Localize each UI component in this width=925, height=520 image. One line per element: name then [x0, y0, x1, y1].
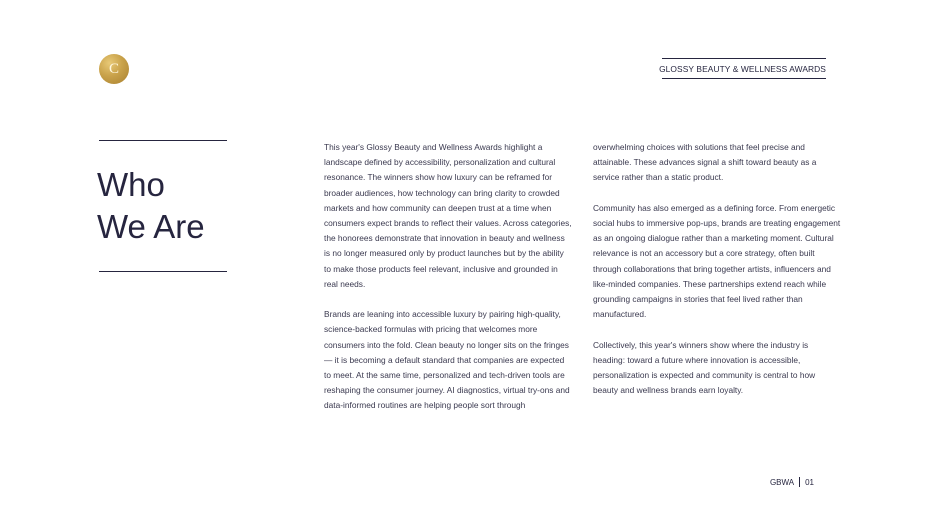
page-title-line1: Who	[97, 166, 165, 203]
brand-logo	[99, 54, 129, 84]
page-number: 01	[805, 477, 814, 487]
page-footer	[770, 477, 814, 487]
body-column-1	[324, 140, 572, 429]
header-title: GLOSSY BEAUTY & WELLNESS AWARDS	[659, 64, 826, 74]
paragraph: Community has also emerged as a defining force. From energetic social hubs to immersive pop-ups, brands are treating engagement as an ongoing dialogue rather than a marketing moment. Cultural relevance is not an accessory but a core strategy, often built through collaborations that bring together artists, influencers and like-minded companies. These partnerships extend reach while grounding campaigns in stories that feel lived rather than manufactured.	[593, 202, 841, 320]
paragraph: overwhelming choices with solutions that feel precise and attainable. These advances signal a shift toward beauty as a service rather than a static product.	[593, 142, 817, 183]
heading-top-rule	[99, 140, 227, 141]
paragraph: Brands are leaning into accessible luxury by pairing high-quality, science-backed formulas with pricing that welcomes more consumers into the fold. Clean beauty no longer sits on the fringes — it is becoming a default standard that companies are expected to meet. At the same time, personalized and tech-driven tools are reshaping the consumer journey. AI diagnostics, virtual try-ons and data-informed routines are helping people sort through	[324, 309, 570, 411]
heading-bottom-rule	[99, 271, 227, 272]
page-title-line2: We Are	[97, 208, 205, 245]
logo-letter: C	[108, 60, 119, 77]
body-column-2	[593, 140, 841, 414]
footer-brand: GBWA	[769, 477, 795, 487]
paragraph: Collectively, this year's winners show where the industry is heading: toward a future where innovation is accessible, personalization is expected and community is central to how beauty and wellness brands earn loyalty.	[593, 339, 816, 396]
paragraph: This year's Glossy Beauty and Wellness Awards highlight a landscape defined by accessibility, personalization and cultural resonance. The winners show how luxury can be reframed for broader audiences, how technology can bring clarity to crowded markets and how community can deepen trust at a time when consumers expect brands to reflect their values. Across categories, the honorees demonstrate that innovation in beauty and wellness is no longer measured only by product launches but by the ability to make those products feel relevant, inclusive and grounded in real needs.	[324, 142, 572, 289]
page-title	[97, 164, 205, 248]
header-bottom-rule	[662, 78, 826, 79]
footer-separator	[799, 477, 800, 487]
header	[659, 58, 826, 79]
